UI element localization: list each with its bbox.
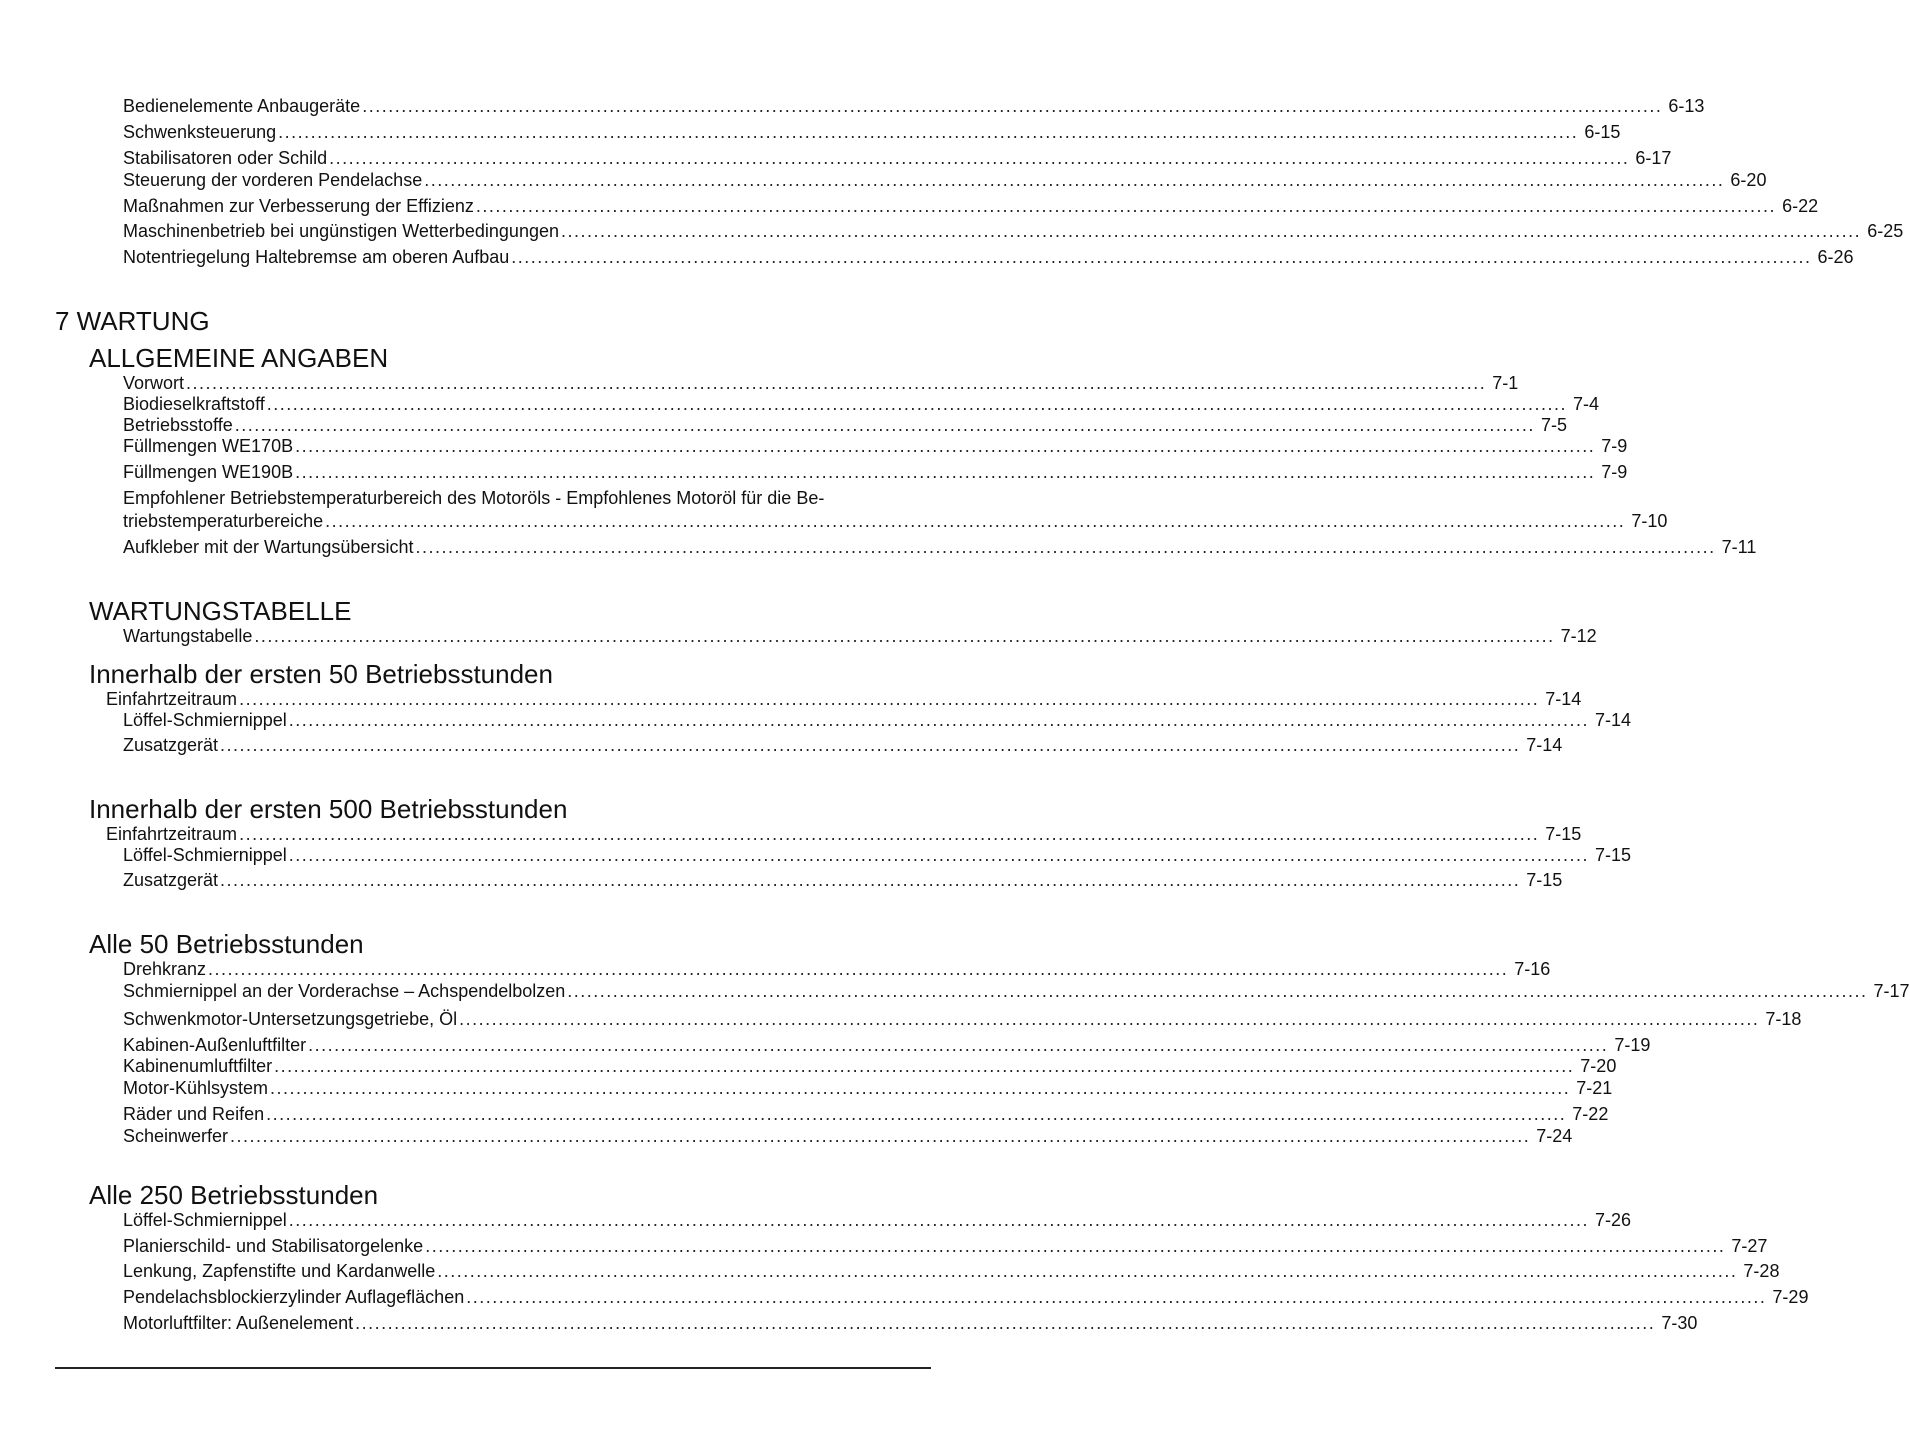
leader-dots: ........................................................................................................................................................................................................ xyxy=(186,373,1487,393)
leader-dots: ........................................................................................................................................................................................................ xyxy=(295,436,1596,456)
leader-dots: ........................................................................................................................................................................................................ xyxy=(355,1313,1656,1333)
section-heading: Alle 250 Betriebsstunden xyxy=(89,1180,379,1210)
toc-entry[interactable] xyxy=(123,195,1819,217)
toc-entry-title: Kabinenumluftfilter xyxy=(123,1056,273,1076)
toc-entry-title: Kabinen-Außenluftfilter xyxy=(123,1035,307,1055)
toc-entry-page: 7-10 xyxy=(1631,511,1668,531)
toc-entry[interactable] xyxy=(123,734,1563,756)
toc-entry-page: 7-15 xyxy=(1526,870,1563,890)
toc-entry-title: Planierschild- und Stabilisatorgelenke xyxy=(123,1236,424,1256)
toc-entry-title: Notentriegelung Haltebremse am oberen Aufbau xyxy=(123,247,510,267)
toc-entry[interactable] xyxy=(123,1312,1698,1334)
toc-entry-title: Scheinwerfer xyxy=(123,1126,229,1146)
toc-entry-title: Zusatzgerät xyxy=(123,735,219,755)
leader-dots: ........................................................................................................................................................................................................ xyxy=(466,1287,1767,1307)
toc-entry-page: 7-28 xyxy=(1743,1261,1780,1281)
toc-entry-page: 7-5 xyxy=(1540,415,1567,435)
leader-dots: ........................................................................................................................................................................................................ xyxy=(239,824,1540,844)
toc-entry-page: 7-20 xyxy=(1580,1056,1617,1076)
toc-entry[interactable] xyxy=(123,958,1551,980)
toc-entry-page: 7-9 xyxy=(1601,462,1628,482)
leader-dots: ........................................................................................................................................................................................................ xyxy=(234,415,1535,435)
leader-dots: ........................................................................................................................................................................................................ xyxy=(270,1078,1571,1098)
leader-dots: ........................................................................................................................................................................................................ xyxy=(266,394,1567,414)
toc-entry-page: 7-27 xyxy=(1731,1236,1768,1256)
leader-dots: ........................................................................................................................................................................................................ xyxy=(208,959,1509,979)
section-heading: ALLGEMEINE ANGABEN xyxy=(89,343,389,373)
section-heading: Innerhalb der ersten 500 Betriebsstunden xyxy=(89,794,568,824)
toc-entry[interactable] xyxy=(123,1260,1780,1282)
toc-entry-title: Bedienelemente Anbaugeräte xyxy=(123,96,361,116)
toc-entry-page: 6-15 xyxy=(1584,122,1621,142)
leader-dots: ........................................................................................................................................................................................................ xyxy=(567,981,1868,1001)
toc-entry-title: Zusatzgerät xyxy=(123,870,219,890)
toc-entry-title: Wartungstabelle xyxy=(123,626,253,646)
toc-entry-page: 7-15 xyxy=(1545,824,1582,844)
leader-dots: ........................................................................................................................................................................................................ xyxy=(254,626,1555,646)
leader-dots: ........................................................................................................................................................................................................ xyxy=(424,170,1725,190)
toc-entry[interactable] xyxy=(106,688,1582,710)
toc-entry-page: 7-14 xyxy=(1526,735,1563,755)
leader-dots: ........................................................................................................................................................................................................ xyxy=(266,1104,1567,1124)
leader-dots: ........................................................................................................................................................................................................ xyxy=(274,1056,1575,1076)
toc-entry-title: Löffel-Schmiernippel xyxy=(123,845,287,865)
toc-entry-title: Stabilisatoren oder Schild xyxy=(123,148,328,168)
toc-entry-title: Steuerung der vorderen Pendelachse xyxy=(123,170,423,190)
toc-entry[interactable] xyxy=(123,1125,1573,1147)
toc-entry-title: Einfahrtzeitraum xyxy=(106,824,238,844)
toc-entry[interactable] xyxy=(123,393,1599,415)
toc-entry[interactable] xyxy=(123,536,1757,558)
toc-entry[interactable] xyxy=(123,435,1628,457)
toc-entry-title: Füllmengen WE190B xyxy=(123,462,294,482)
toc-entry-title: triebstemperaturbereiche xyxy=(123,511,324,531)
footer-rule xyxy=(55,1367,931,1369)
toc-entry[interactable] xyxy=(123,169,1767,191)
toc-entry-title: Maßnahmen zur Verbesserung der Effizienz xyxy=(123,196,474,216)
toc-entry[interactable] xyxy=(123,980,1910,1002)
toc-entry[interactable] xyxy=(123,709,1631,731)
toc-entry-page: 7-21 xyxy=(1576,1078,1613,1098)
toc-entry-title: Löffel-Schmiernippel xyxy=(123,710,287,730)
toc-entry[interactable] xyxy=(123,372,1519,394)
leader-dots: ........................................................................................................................................................................................................ xyxy=(288,1210,1589,1230)
toc-entry[interactable] xyxy=(123,1055,1617,1077)
toc-entry-title: Räder und Reifen xyxy=(123,1104,265,1124)
toc-entry-page: 7-30 xyxy=(1661,1313,1698,1333)
toc-entry-page: 7-4 xyxy=(1572,394,1599,414)
toc-entry-page: 7-18 xyxy=(1765,1009,1802,1029)
toc-entry-page: 7-24 xyxy=(1536,1126,1573,1146)
leader-dots: ........................................................................................................................................................................................................ xyxy=(239,689,1540,709)
toc-entry-title: Aufkleber mit der Wartungsübersicht xyxy=(123,537,414,557)
toc-entry[interactable] xyxy=(123,510,1668,532)
leader-dots: ........................................................................................................................................................................................................ xyxy=(425,1236,1726,1256)
toc-entry[interactable] xyxy=(123,869,1563,891)
toc-entry-title: Schwenksteuerung xyxy=(123,122,277,142)
toc-entry-page: 7-11 xyxy=(1721,537,1757,557)
toc-entry[interactable] xyxy=(123,246,1854,268)
toc-entry[interactable] xyxy=(123,461,1628,483)
toc-entry-title: Maschinenbetrieb bei ungünstigen Wetterbedingungen xyxy=(123,221,559,241)
toc-entry-page: 7-1 xyxy=(1492,373,1519,393)
leader-dots: ........................................................................................................................................................................................................ xyxy=(437,1261,1738,1281)
toc-entry-title: Motor-Kühlsystem xyxy=(123,1078,269,1098)
toc-entry[interactable] xyxy=(123,1008,1802,1030)
leader-dots: ........................................................................................................................................................................................................ xyxy=(220,870,1521,890)
toc-entry-page: 7-17 xyxy=(1873,981,1910,1001)
toc-entry-title: Lenkung, Zapfenstifte und Kardanwelle xyxy=(123,1261,436,1281)
toc-entry-page: 7-19 xyxy=(1614,1035,1651,1055)
leader-dots: ........................................................................................................................................................................................................ xyxy=(560,221,1862,241)
toc-entry-page: 7-14 xyxy=(1545,689,1582,709)
toc-entry[interactable] xyxy=(123,121,1621,143)
toc-entry-title: Betriebsstoffe xyxy=(123,415,233,435)
leader-dots: ........................................................................................................................................................................................................ xyxy=(329,148,1630,168)
toc-entry-page: 7-15 xyxy=(1594,845,1631,865)
leader-dots: ........................................................................................................................................................................................................ xyxy=(220,735,1521,755)
toc-entry-title: Füllmengen WE170B xyxy=(123,436,294,456)
toc-entry-page: 7-26 xyxy=(1594,1210,1631,1230)
leader-dots: ........................................................................................................................................................................................................ xyxy=(475,196,1777,216)
toc-entry-title: Biodieselkraftstoff xyxy=(123,394,265,414)
toc-entry-title: Vorwort xyxy=(123,373,185,393)
toc-entry[interactable] xyxy=(123,1286,1809,1308)
leader-dots: ........................................................................................................................................................................................................ xyxy=(230,1126,1531,1146)
toc-entry-page: 6-13 xyxy=(1668,96,1705,116)
section-heading: WARTUNGSTABELLE xyxy=(89,596,352,626)
toc-entry-title: Drehkranz xyxy=(123,959,207,979)
leader-dots: ........................................................................................................................................................................................................ xyxy=(325,511,1626,531)
toc-entry-page: 6-17 xyxy=(1635,148,1672,168)
section-heading: Alle 50 Betriebsstunden xyxy=(89,929,364,959)
toc-entry[interactable] xyxy=(123,1209,1631,1231)
toc-entry-page: 7-14 xyxy=(1594,710,1631,730)
toc-entry[interactable] xyxy=(123,220,1904,242)
chapter-heading: 7 WARTUNG xyxy=(55,306,210,336)
toc-entry-wrapped-line[interactable]: Empfohlener Betriebstemperaturbereich des Motoröls - Empfohlenes Motoröl für die Be- xyxy=(123,488,825,508)
toc-entry-page: 6-22 xyxy=(1782,196,1819,216)
toc-entry[interactable] xyxy=(123,625,1597,647)
toc-entry-page: 7-16 xyxy=(1514,959,1551,979)
toc-entry[interactable] xyxy=(123,414,1567,436)
toc-entry-title: Löffel-Schmiernippel xyxy=(123,1210,287,1230)
toc-entry[interactable] xyxy=(123,844,1631,866)
toc-entry-page: 6-20 xyxy=(1730,170,1767,190)
toc-entry-title: Motorluftfilter: Außenelement xyxy=(123,1313,354,1333)
toc-entry[interactable] xyxy=(106,823,1582,845)
toc-entry-title: Pendelachsblockierzylinder Auflageflächen xyxy=(123,1287,465,1307)
toc-entry[interactable] xyxy=(123,1235,1768,1257)
section-heading: Innerhalb der ersten 50 Betriebsstunden xyxy=(89,659,553,689)
toc-entry-page: 6-25 xyxy=(1867,221,1904,241)
toc-entry[interactable] xyxy=(123,95,1705,117)
leader-dots: ........................................................................................................................................................................................................ xyxy=(295,462,1596,482)
toc-entry-page: 6-26 xyxy=(1817,247,1854,267)
toc-entry[interactable] xyxy=(123,1103,1609,1125)
leader-dots: ........................................................................................................................................................................................................ xyxy=(459,1009,1760,1029)
toc-entry-page: 7-22 xyxy=(1572,1104,1609,1124)
toc-entry-page: 7-29 xyxy=(1772,1287,1809,1307)
leader-dots: ........................................................................................................................................................................................................ xyxy=(288,845,1589,865)
toc-entry-title: Einfahrtzeitraum xyxy=(106,689,238,709)
toc-entry-page: 7-9 xyxy=(1601,436,1628,456)
toc-entry[interactable] xyxy=(123,1034,1651,1056)
toc-entry-title: Schmiernippel an der Vorderachse – Achspendelbolzen xyxy=(123,981,566,1001)
leader-dots: ........................................................................................................................................................................................................ xyxy=(278,122,1579,142)
toc-entry-title: Schwenkmotor-Untersetzungsgetriebe, Öl xyxy=(123,1009,458,1029)
leader-dots: ........................................................................................................................................................................................................ xyxy=(511,247,1812,267)
toc-entry[interactable] xyxy=(123,147,1672,169)
toc-entry[interactable] xyxy=(123,1077,1613,1099)
leader-dots: ........................................................................................................................................................................................................ xyxy=(288,710,1589,730)
leader-dots: ........................................................................................................................................................................................................ xyxy=(308,1035,1609,1055)
leader-dots: ........................................................................................................................................................................................................ xyxy=(415,537,1716,557)
leader-dots: ........................................................................................................................................................................................................ xyxy=(362,96,1663,116)
toc-entry-page: 7-12 xyxy=(1560,626,1597,646)
